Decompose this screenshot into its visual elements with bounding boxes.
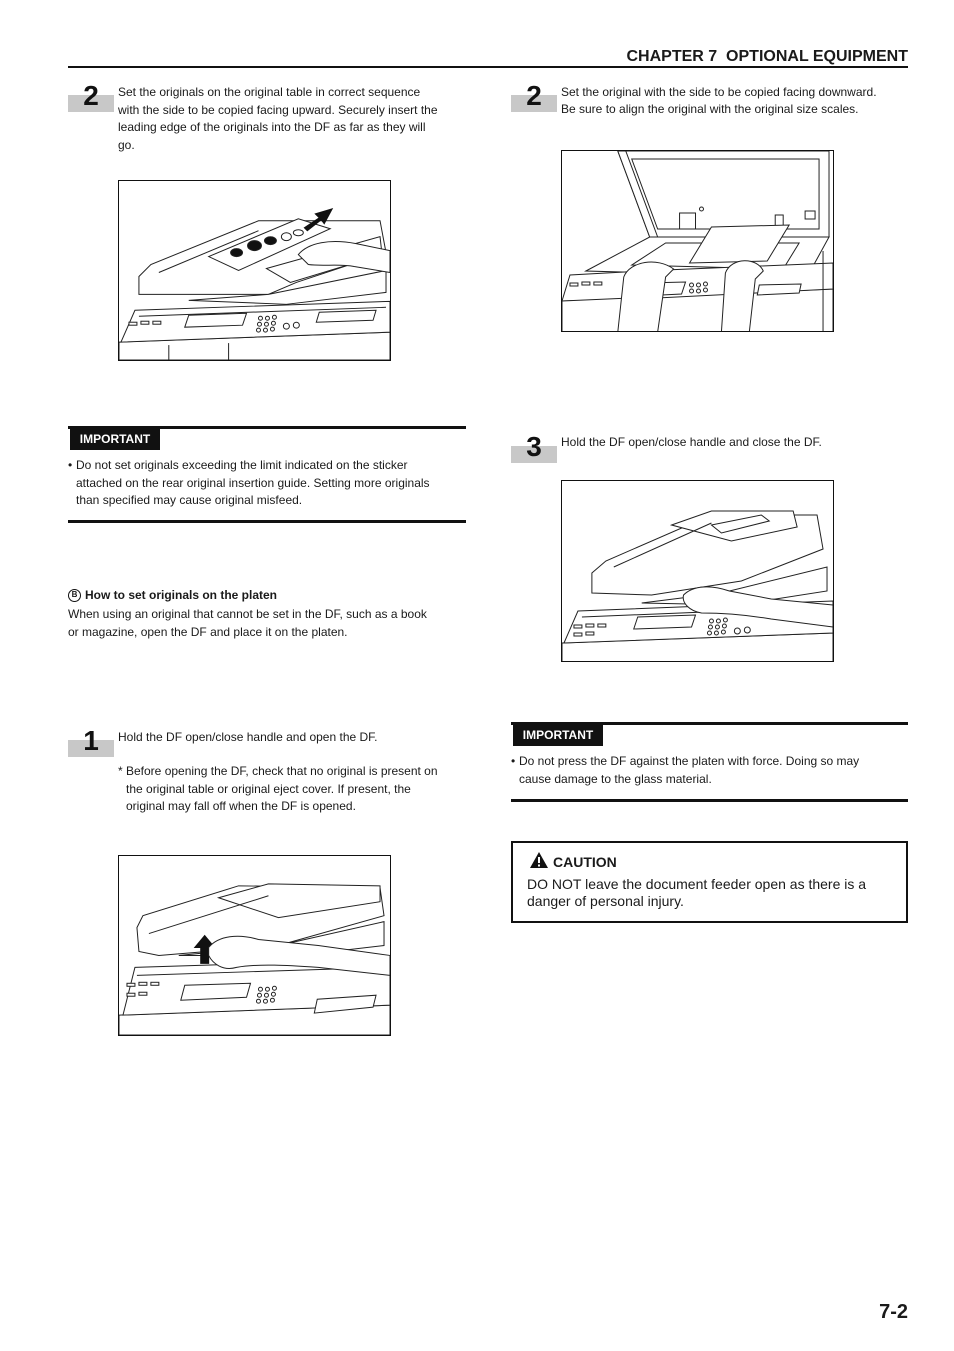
note-marker: *: [118, 764, 123, 778]
illustration-load-originals-df: [118, 180, 391, 361]
important-text: [519, 753, 859, 788]
important-bottom-rule: [68, 520, 466, 523]
section-body: [68, 605, 427, 641]
note-line: original may fall off when the DF is opened.: [126, 799, 356, 814]
caution-text: [527, 876, 866, 909]
page-number: 7-2: [879, 1301, 908, 1323]
important-bullet: •: [68, 458, 73, 472]
copier-drawing: [119, 856, 390, 1035]
instruction-line: Be sure to align the original with the original size scales.: [561, 102, 859, 117]
illustration-place-on-platen: [561, 150, 834, 332]
chapter-title: CHAPTER 7 OPTIONAL EQUIPMENT: [626, 48, 908, 65]
important-label: IMPORTANT: [513, 725, 603, 746]
caution-line: danger of personal injury.: [527, 892, 684, 909]
step-set-originals-df-text: [118, 84, 438, 155]
step-number: 1: [83, 725, 99, 756]
important-bullet: •: [511, 754, 516, 768]
step-number: 2: [83, 80, 99, 111]
warning-icon: [530, 852, 548, 868]
section-title: How to set originals on the platen: [85, 588, 278, 602]
important-text: [76, 457, 430, 510]
instruction-line: with the side to be copied facing upward. Securely insert the: [118, 102, 438, 117]
important-line: Do not set originals exceeding the limit indicated on the sticker: [76, 458, 408, 472]
important-line: Do not press the DF against the platen with force. Doing so may: [519, 754, 860, 768]
document-feeder-open: [618, 151, 829, 237]
step-open-df-note: [126, 763, 438, 816]
instruction-line: leading edge of the originals into the DF as far as they will: [118, 120, 426, 135]
copier-drawing: [562, 151, 833, 331]
circled-letter-marker: B: [68, 589, 81, 602]
copier-body: [119, 301, 390, 360]
instruction-line: go.: [118, 138, 135, 153]
step-number: 3: [526, 431, 542, 462]
step-open-df-text: Hold the DF open/close handle and open the DF.: [118, 730, 378, 744]
instruction-line: Set the original with the side to be copied facing downward.: [561, 85, 877, 99]
step-close-df-text: Hold the DF open/close handle and close the DF.: [561, 435, 822, 449]
header-rule: [68, 66, 908, 68]
important-label: IMPORTANT: [70, 429, 160, 450]
note-line: Before opening the DF, check that no original is present on: [126, 764, 438, 778]
section-line: When using an original that cannot be set in the DF, such as a book: [68, 607, 427, 621]
section-line: or magazine, open the DF and place it on the platen.: [68, 625, 348, 639]
important-line: than specified may cause original misfeed.: [76, 493, 303, 508]
note-line: the original table or original eject cover. If present, the: [126, 781, 411, 796]
caution-label: CAUTION: [553, 854, 617, 870]
illustration-close-df: [561, 480, 834, 662]
step-place-original-text: [561, 84, 877, 119]
instruction-line: Set the originals on the original table in correct sequence: [118, 85, 421, 99]
illustration-open-df: [118, 855, 391, 1036]
caution-line: DO NOT leave the document feeder open as there is a: [527, 876, 867, 892]
copier-drawing: [562, 481, 833, 661]
important-line: attached on the rear original insertion guide. Setting more originals: [76, 475, 430, 490]
important-line: cause damage to the glass material.: [519, 771, 712, 786]
important-bottom-rule: [511, 799, 908, 802]
step-number: 2: [526, 80, 542, 111]
copier-drawing: [119, 181, 390, 360]
